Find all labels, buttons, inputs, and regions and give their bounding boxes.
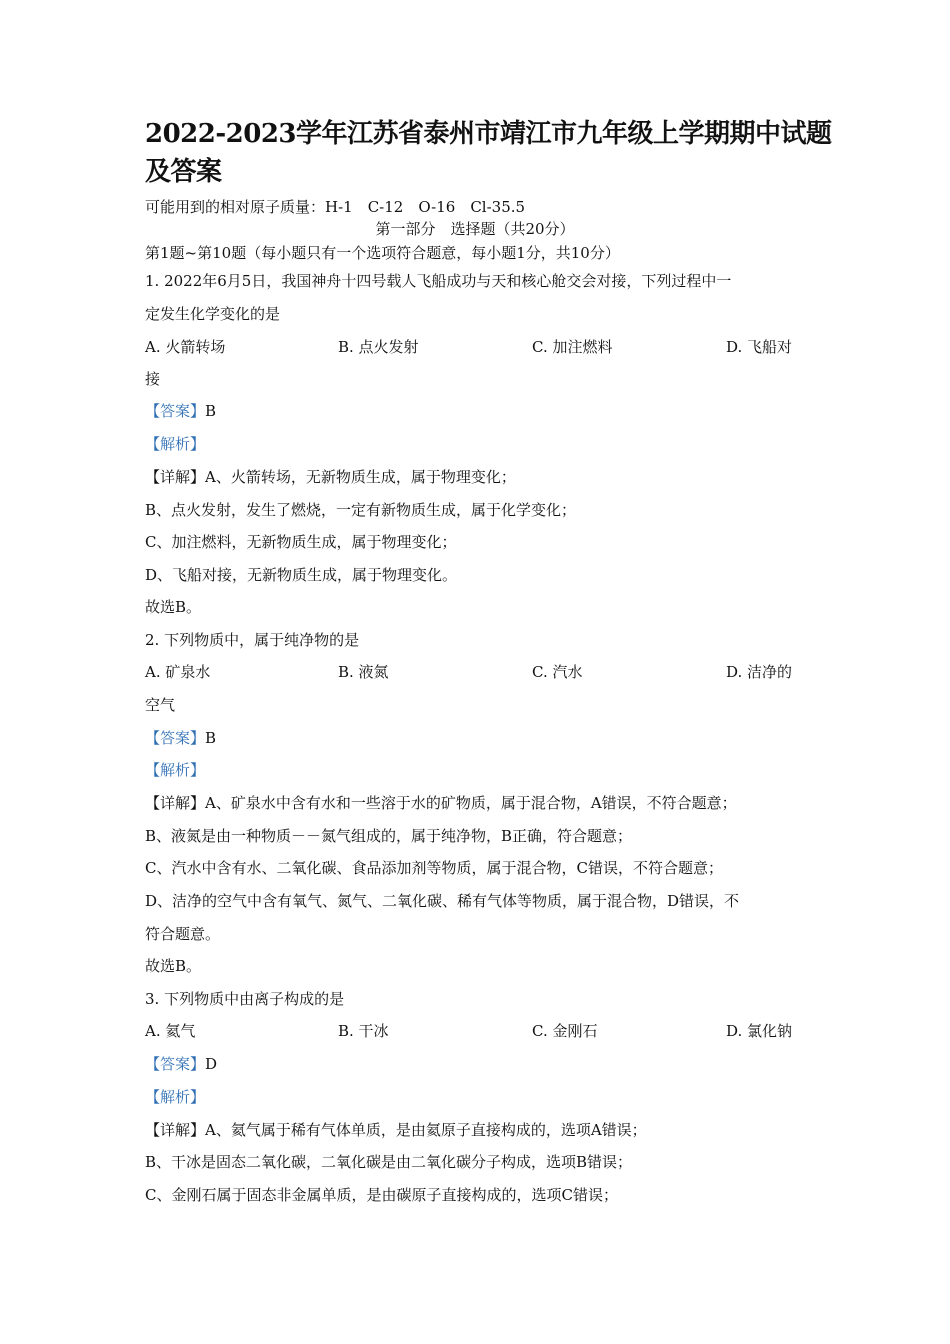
question-1-conclusion: 故选B。 [145,598,202,616]
question-1-option-a: A. 火箭转场 [145,338,226,356]
question-1-detail-line-2: B、点火发射，发生了燃烧，一定有新物质生成，属于化学变化； [145,501,577,519]
question-2-detail-text-1: A、矿泉水中含有水和一些溶于水的矿物质，属于混合物，A错误，不符合题意； [205,794,737,812]
question-1-answer [145,401,216,421]
part-heading: 第一部分 选择题（共20分） [375,220,575,238]
answer-label: 【答案】 [145,729,206,747]
question-3-option-b: B. 干冰 [338,1022,389,1040]
answer-label: 【答案】 [145,402,206,420]
question-1-option-d: D. 飞船对 [726,338,793,356]
question-3-answer-value: D [205,1055,218,1073]
question-1-option-c: C. 加注燃料 [532,338,613,356]
question-3-answer [145,1054,217,1074]
question-2-option-b: B. 液氮 [338,663,389,681]
question-3-option-a: A. 氦气 [145,1022,196,1040]
question-1-option-b: B. 点火发射 [338,338,419,356]
question-3-detail-line-2: B、干冰是固态二氧化碳，二氧化碳是由二氧化碳分子构成，选项B错误； [145,1153,633,1171]
question-1-detail-line-1 [145,467,516,487]
question-1-answer-value: B [205,402,217,420]
question-2-detail-line-4: D、洁净的空气中含有氧气、氮气、二氧化碳、稀有气体等物质，属于混合物，D错误，不 [145,892,740,910]
question-1-analysis-label: 【解析】 [145,435,206,453]
question-2-stem: 2. 下列物质中，属于纯净物的是 [145,631,360,649]
question-2-answer-value: B [205,729,217,747]
question-2-detail-line-2: B、液氮是由一种物质－－氮气组成的，属于纯净物，B正确，符合题意； [145,827,633,845]
document-title-line-1: 2022-2023学年江苏省泰州市靖江市九年级上学期期中试题 [145,119,832,149]
detail-label: 【详解】 [145,468,206,486]
question-3-detail-line-1 [145,1120,647,1140]
question-2-option-a: A. 矿泉水 [145,663,211,681]
question-1-detail-line-4: D、飞船对接，无新物质生成，属于物理变化。 [145,566,458,584]
answer-label: 【答案】 [145,1055,206,1073]
question-1-detail-text-1: A、火箭转场，无新物质生成，属于物理变化； [205,468,516,486]
atomic-masses-note: 可能用到的相对原子质量：H-1 C-12 O-16 Cl-35.5 [145,198,526,216]
detail-label: 【详解】 [145,1121,206,1139]
question-2-answer [145,728,216,748]
question-1-detail-line-3: C、加注燃料，无新物质生成，属于物理变化； [145,533,457,551]
question-3-option-c: C. 金刚石 [532,1022,598,1040]
section-instructions: 第1题~第10题（每小题只有一个选项符合题意，每小题1分，共10分） [145,244,620,262]
question-3-detail-line-3: C、金刚石属于固态非金属单质，是由碳原子直接构成的，选项C错误； [145,1186,618,1204]
question-2-option-c: C. 汽水 [532,663,583,681]
question-2-detail-line-5: 符合题意。 [145,925,221,943]
detail-label: 【详解】 [145,794,206,812]
question-2-analysis-label: 【解析】 [145,761,206,779]
question-3-analysis-label: 【解析】 [145,1088,206,1106]
document-title-line-2: 及答案 [145,157,222,187]
question-1-stem-line-1: 1. 2022年6月5日，我国神舟十四号载人飞船成功与天和核心舱交会对接，下列过程中一 [145,272,732,290]
question-2-conclusion: 故选B。 [145,957,202,975]
question-3-stem: 3. 下列物质中由离子构成的是 [145,990,345,1008]
question-2-option-wrap: 空气 [145,696,176,714]
question-2-option-d: D. 洁净的 [726,663,793,681]
question-3-option-d: D. 氯化钠 [726,1022,793,1040]
question-3-detail-text-1: A、氦气属于稀有气体单质，是由氦原子直接构成的，选项A错误； [205,1121,647,1139]
question-2-detail-line-1 [145,793,737,813]
question-1-stem-line-2: 定发生化学变化的是 [145,305,281,323]
question-1-option-wrap: 接 [145,370,161,388]
question-2-detail-line-3: C、汽水中含有水、二氧化碳、食品添加剂等物质，属于混合物，C错误，不符合题意； [145,859,723,877]
